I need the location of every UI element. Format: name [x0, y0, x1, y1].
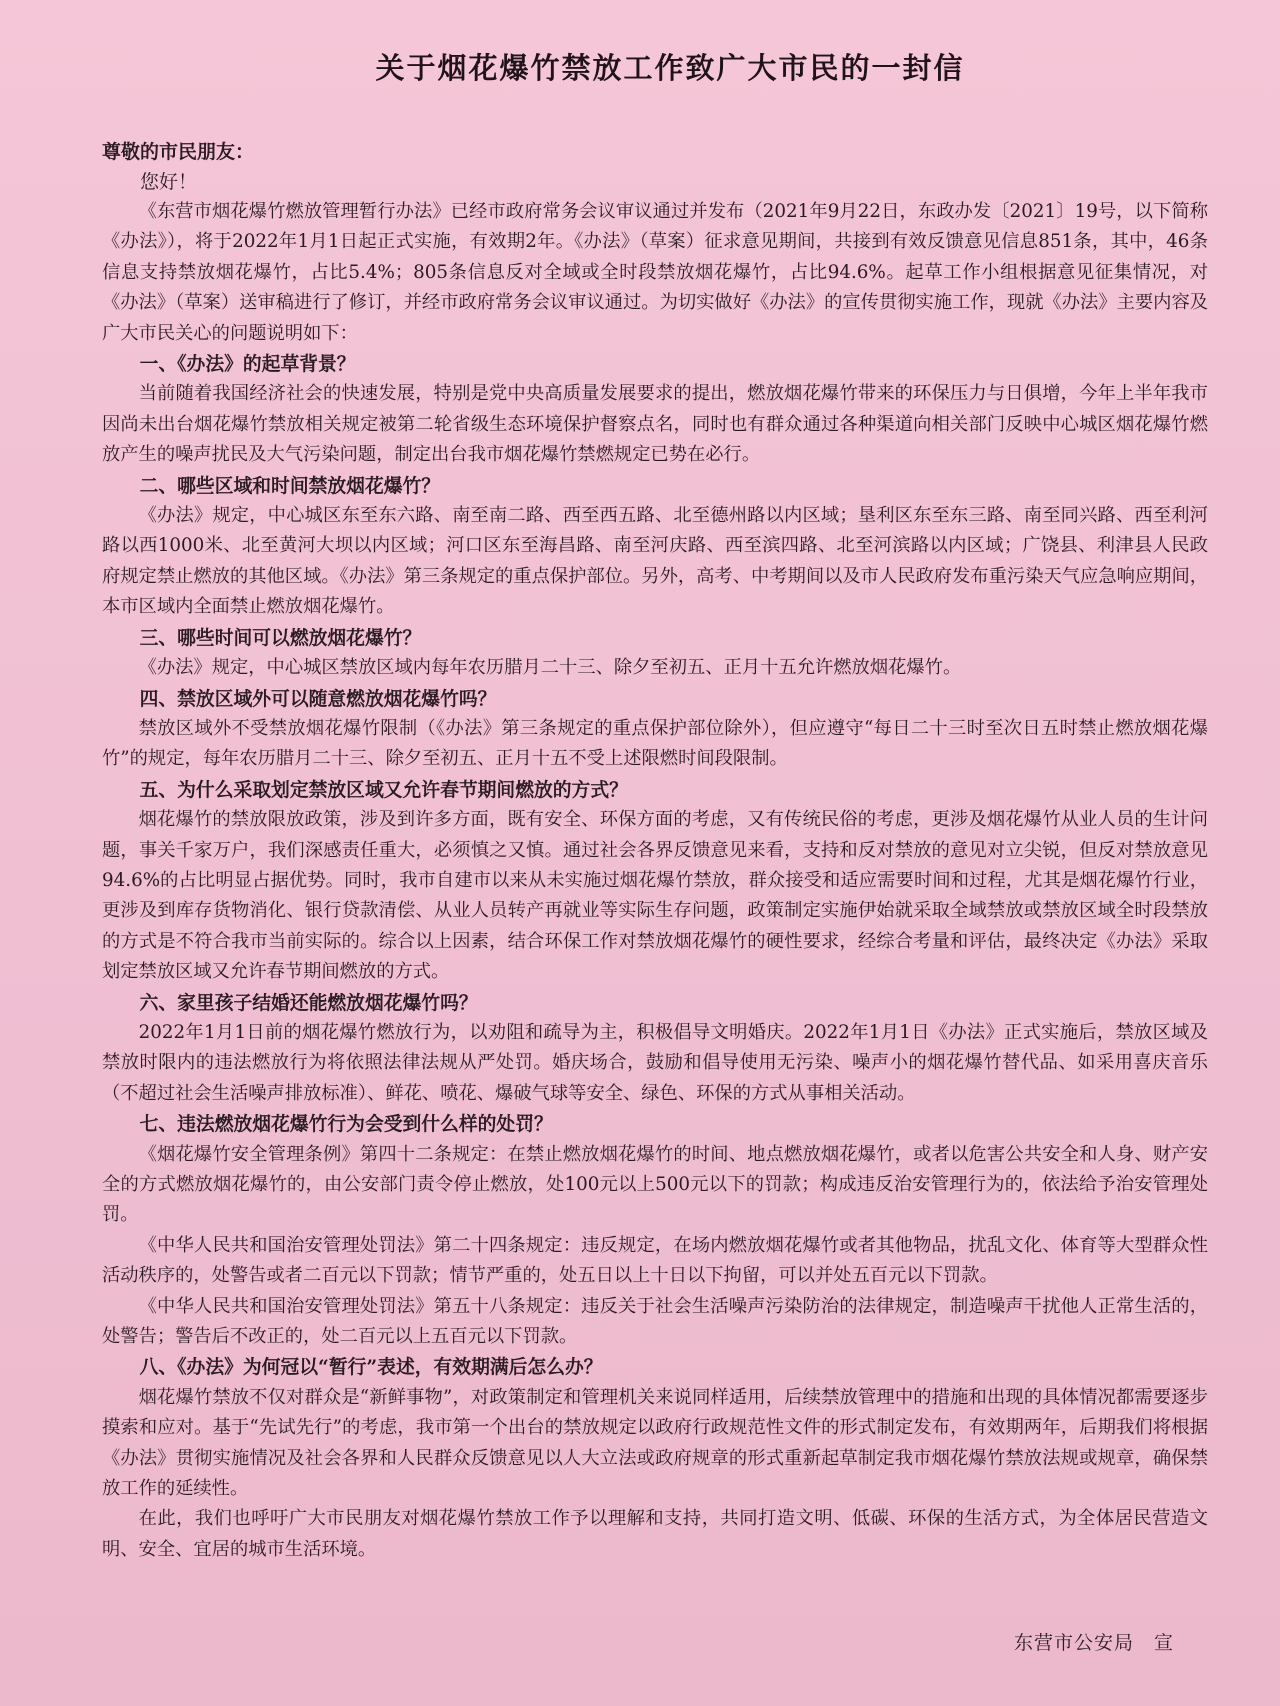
- section-6-paragraph: 2022年1月1日前的烟花爆竹燃放行为，以劝阻和疏导为主，积极倡导文明婚庆。2022年1月1日《办法》正式实施后，禁放区域及禁放时限内的违法燃放行为将依照法律法规从严处罚。婚庆场合，鼓励和倡导使用无污染、噪声小的烟花爆竹替代品、如采用喜庆音乐（不超过社会生活噪声排放标准）、鲜花、喷花、爆破气球等安全、绿色、环保的方式从事相关活动。: [102, 1021, 1208, 1104]
- section-8-paragraph: 烟花爆竹禁放不仅对群众是“新鲜事物”，对政策制定和管理机关来说同样适用，后续禁放管理中的措施和出现的具体情况都需要逐步摸索和应对。基于“先试先行”的考虑，我市第一个出台的禁放规定以政府行政规范性文件的形式制定发布，有效期两年，后期我们将根据《办法》贯彻实施情况及社会各界和人民群众反馈意见以人大立法或政府规章的形式重新起草制定我市烟花爆竹禁放法规或规章，确保禁放工作的延续性。: [102, 1386, 1208, 1500]
- section-1-paragraph: 当前随着我国经济社会的快速发展，特别是党中央高质量发展要求的提出，燃放烟花爆竹带来的环保压力与日俱增，今年上半年我市因尚未出台烟花爆竹禁放相关规定被第二轮省级生态环境保护督察点名，同时也有群众通过各种渠道向相关部门反映中心城区烟花爆竹燃放产生的噪声扰民及大气污染问题，制定出台我市烟花爆竹禁燃规定已势在必行。: [102, 383, 1208, 466]
- salutation: 尊敬的市民朋友：: [102, 141, 255, 163]
- closing-paragraph: 在此，我们也呼吁广大市民朋友对烟花爆竹禁放工作予以理解和支持，共同打造文明、低碳、环保的生活方式，为全体居民营造文明、安全、宜居的城市生活环境。: [102, 1508, 1208, 1560]
- section-7-paragraph-3: 《中华人民共和国治安管理处罚法》第五十八条规定：违反关于社会生活噪声污染防治的法律规定，制造噪声干扰他人正常生活的，处警告；警告后不改正的，处二百元以上五百元以下罚款。: [102, 1295, 1208, 1348]
- section-5-paragraph: 烟花爆竹的禁放限放政策，涉及到许多方面，既有安全、环保方面的考虑，又有传统民俗的考虑，更涉及烟花爆竹从业人员的生计问题，事关千家万户，我们深感责任重大，必须慎之又慎。通过社会各界反馈意见来看，支持和反对禁放的意见对立尖锐，但反对禁放意见94.6%的占比明显占据优势。同时，我市自建市以来从未实施过烟花爆竹禁放，群众接受和适应需要时间和过程，尤其是烟花爆竹行业，更涉及到库存货物消化、银行贷款清偿、从业人员转产再就业等实际生存问题，政策制定实施伊始就采取全域禁放或禁放区域全时段禁放的方式是不符合我市当前实际的。综合以上因素，结合环保工作对禁放烟花爆竹的硬性要求，经综合考量和评估，最终决定《办法》采取划定禁放区域又允许春节期间燃放的方式。: [102, 809, 1208, 983]
- section-6-heading: 六、家里孩子结婚还能燃放烟花爆竹吗？: [139, 991, 478, 1014]
- section-2-paragraph: 《办法》规定，中心城区东至东六路、南至南二路、西至西五路、北至德州路以内区域；垦利区东至东三路、南至同兴路、西至利河路以西1000米、北至黄河大坝以内区域；河口区东至海昌路、南至河庆路、西至滨四路、北至河滨路以内区域；广饶县、利津县人民政府规定禁止燃放的其他区域。《办法》第三条规定的重点保护部位。另外，高考、中考期间以及市人民政府发布重污染天气应急响应期间，本市区域内全面禁止燃放烟花爆竹。: [102, 505, 1209, 618]
- section-7-paragraph-1: 《烟花爆竹安全管理条例》第四十二条规定：在禁止燃放烟花爆竹的时间、地点燃放烟花爆竹，或者以危害公共安全和人身、财产安全的方式燃放烟花爆竹的，由公安部门责令停止燃放，处100元以上500元以下的罚款；构成违反治安管理行为的，依法给予治安管理处罚。: [102, 1143, 1208, 1226]
- section-3-paragraph: 《办法》规定，中心城区禁放区域内每年农历腊月二十三、除夕至初五、正月十五允许燃放烟花爆竹。: [138, 657, 962, 679]
- section-3-heading: 三、哪些时间可以燃放烟花爆竹？: [139, 626, 422, 649]
- greeting: 您好！: [140, 171, 198, 193]
- section-5-heading: 五、为什么采取划定禁放区域又允许春节期间燃放的方式？: [139, 778, 628, 801]
- section-4-heading: 四、禁放区域外可以随意燃放烟花爆竹吗？: [139, 687, 497, 710]
- section-2-heading: 二、哪些区域和时间禁放烟花爆竹？: [139, 474, 441, 497]
- section-8-heading: 八、《办法》为何冠以“暂行”表述，有效期满后怎么办？: [139, 1356, 603, 1379]
- section-4-paragraph: 禁放区域外不受禁放烟花爆竹限制（《办法》第三条规定的重点保护部位除外），但应遵守“每日二十三时至次日五时禁止燃放烟花爆竹”的规定，每年农历腊月二十三、除夕至初五、正月十五不受上述限燃时间段限制。: [102, 717, 1208, 770]
- section-1-heading: 一、《办法》的起草背景？: [139, 353, 356, 376]
- page-title: 关于烟花爆竹禁放工作致广大市民的一封信: [375, 51, 965, 85]
- section-7-heading: 七、违法燃放烟花爆竹行为会受到什么样的处罚？: [139, 1113, 553, 1136]
- section-7-paragraph-2: 《中华人民共和国治安管理处罚法》第二十四条规定：违反规定，在场内燃放烟花爆竹或者其他物品，扰乱文化、体育等大型群众性活动秩序的，处警告或者二百元以下罚款；情节严重的，处五日以上十日以下拘留，可以并处五百元以下罚款。: [102, 1234, 1208, 1287]
- signature: 东营市公安局 宣: [1013, 1632, 1174, 1654]
- intro-paragraph: 《东营市烟花爆竹燃放管理暂行办法》已经市政府常务会议审议通过并发布（2021年9月22日，东政办发〔2021〕19号，以下简称《办法》），将于2022年1月1日起正式实施，有效期2年。《办法》（草案）征求意见期间，共接到有效反馈意见信息851条，其中，46条信息支持禁放烟花爆竹，占比5.4%；805条信息反对全域或全时段禁放烟花爆竹，占比94.6%。起草工作小组根据意见征集情况，对《办法》（草案）送审稿进行了修订，并经市政府常务会议审议通过。为切实做好《办法》的宣传贯彻实施工作，现就《办法》主要内容及广大市民关心的问题说明如下：: [102, 201, 1209, 344]
